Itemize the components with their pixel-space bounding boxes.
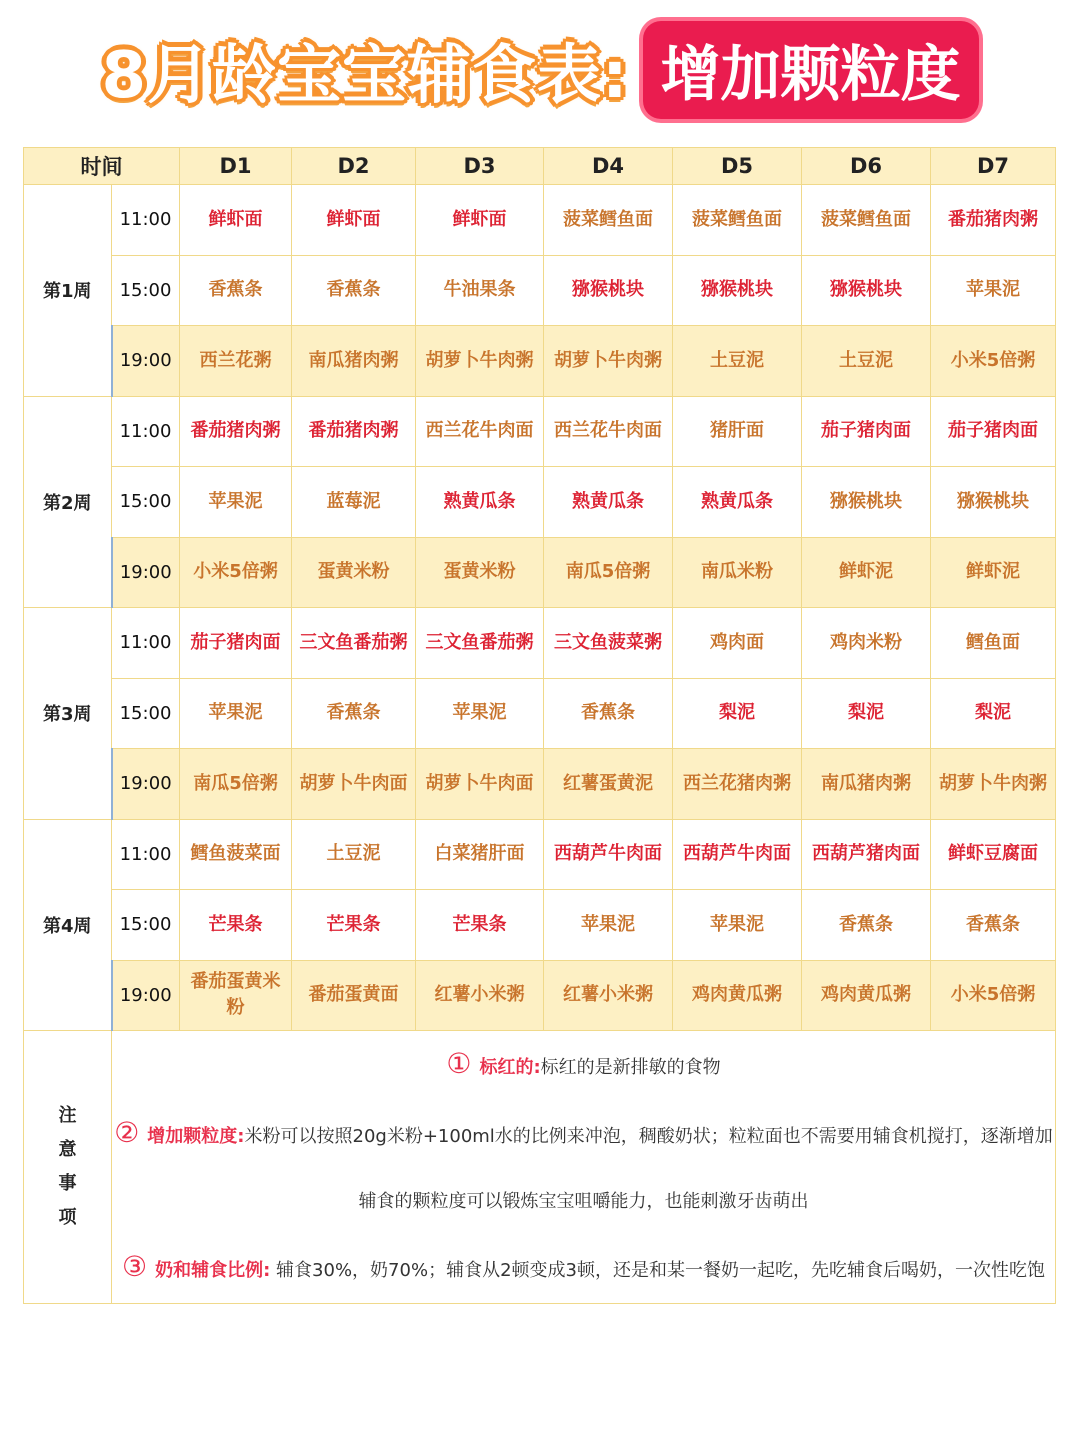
meal-cell: 牛油果条 — [416, 255, 544, 326]
meal-cell: 红薯小米粥 — [416, 960, 544, 1031]
meal-cell: 小米5倍粥 — [931, 326, 1056, 397]
meal-cell: 鸡肉黄瓜粥 — [802, 960, 931, 1031]
time-cell: 19:00 — [112, 326, 180, 397]
meal-cell: 南瓜5倍粥 — [180, 749, 292, 820]
meal-cell: 鸡肉米粉 — [802, 608, 931, 679]
meal-cell: 菠菜鳕鱼面 — [802, 185, 931, 256]
meal-cell: 西葫芦牛肉面 — [673, 819, 802, 890]
meal-cell: 胡萝卜牛肉粥 — [931, 749, 1056, 820]
header-time: 时间 — [24, 148, 180, 185]
table-row — [24, 819, 1056, 890]
notes-body — [112, 1031, 1056, 1304]
time-cell: 19:00 — [112, 960, 180, 1031]
header-day-2: D2 — [292, 148, 416, 185]
meal-cell: 西葫芦猪肉面 — [802, 819, 931, 890]
title-badge: 增加颗粒度 — [643, 21, 979, 119]
meal-cell: 西兰花牛肉面 — [544, 396, 673, 467]
table-row — [24, 960, 1056, 1031]
meal-cell: 蛋黄米粉 — [292, 537, 416, 608]
meal-cell: 茄子猪肉面 — [180, 608, 292, 679]
header-day-6: D6 — [802, 148, 931, 185]
time-cell: 15:00 — [112, 255, 180, 326]
meal-cell: 鳕鱼面 — [931, 608, 1056, 679]
meal-cell: 熟黄瓜条 — [673, 467, 802, 538]
meal-cell: 菠菜鳕鱼面 — [673, 185, 802, 256]
meal-cell: 鲜虾面 — [180, 185, 292, 256]
meal-cell: 苹果泥 — [544, 890, 673, 961]
table-row — [24, 326, 1056, 397]
meal-cell: 芒果条 — [416, 890, 544, 961]
note-number: ① — [446, 1047, 472, 1080]
meal-cell: 红薯蛋黄泥 — [544, 749, 673, 820]
meal-cell: 胡萝卜牛肉粥 — [416, 326, 544, 397]
meal-cell: 苹果泥 — [416, 678, 544, 749]
note-item — [114, 1234, 1053, 1303]
time-cell: 11:00 — [112, 185, 180, 256]
meal-cell: 三文鱼番茄粥 — [416, 608, 544, 679]
table-row — [24, 890, 1056, 961]
note-text: 米粉可以按照20g米粉+100ml水的比例来冲泡，稠酸奶状；粒粒面也不需要用辅食机搅打，逐渐增加辅食的颗粒度可以锻炼宝宝咀嚼能力，也能刺激牙齿萌出 — [244, 1126, 1053, 1212]
meal-cell: 南瓜米粉 — [673, 537, 802, 608]
note-text: 标红的是新排敏的食物 — [540, 1057, 721, 1078]
meal-cell: 番茄猪肉粥 — [292, 396, 416, 467]
time-cell: 11:00 — [112, 396, 180, 467]
meal-cell: 苹果泥 — [673, 890, 802, 961]
meal-cell: 蛋黄米粉 — [416, 537, 544, 608]
meal-cell: 苹果泥 — [180, 678, 292, 749]
meal-cell: 西葫芦牛肉面 — [544, 819, 673, 890]
note-text: 辅食30%，奶70%；辅食从2顿变成3顿，还是和某一餐奶一起吃，先吃辅食后喝奶，一次性吃饱 — [270, 1260, 1045, 1281]
note-title: 奶和辅食比例: — [155, 1260, 271, 1281]
meal-cell: 鲜虾面 — [292, 185, 416, 256]
meal-cell: 菠菜鳕鱼面 — [544, 185, 673, 256]
note-title: 标红的: — [479, 1057, 541, 1078]
week-label: 第1周 — [24, 185, 112, 397]
table-row — [24, 185, 1056, 256]
time-cell: 19:00 — [112, 749, 180, 820]
title-main: 8月龄宝宝辅食表: — [101, 39, 629, 113]
note-item — [114, 1100, 1053, 1234]
meal-cell: 茄子猪肉面 — [931, 396, 1056, 467]
meal-cell: 土豆泥 — [292, 819, 416, 890]
meal-cell: 梨泥 — [673, 678, 802, 749]
table-row — [24, 749, 1056, 820]
meal-cell: 猕猴桃块 — [802, 255, 931, 326]
time-cell: 11:00 — [112, 819, 180, 890]
meal-cell: 番茄猪肉粥 — [180, 396, 292, 467]
meal-cell: 南瓜猪肉粥 — [292, 326, 416, 397]
note-number: ② — [114, 1116, 140, 1149]
meal-cell: 芒果条 — [292, 890, 416, 961]
meal-cell: 熟黄瓜条 — [544, 467, 673, 538]
meal-cell: 胡萝卜牛肉面 — [292, 749, 416, 820]
meal-cell: 鲜虾豆腐面 — [931, 819, 1056, 890]
meal-cell: 香蕉条 — [292, 255, 416, 326]
meal-cell: 三文鱼菠菜粥 — [544, 608, 673, 679]
meal-cell: 胡萝卜牛肉面 — [416, 749, 544, 820]
meal-cell: 梨泥 — [802, 678, 931, 749]
page-title — [0, 0, 1080, 140]
meal-cell: 芒果条 — [180, 890, 292, 961]
header-day-4: D4 — [544, 148, 673, 185]
meal-cell: 猪肝面 — [673, 396, 802, 467]
meal-cell: 梨泥 — [931, 678, 1056, 749]
meal-cell: 猕猴桃块 — [544, 255, 673, 326]
meal-cell: 鲜虾泥 — [802, 537, 931, 608]
meal-cell: 白菜猪肝面 — [416, 819, 544, 890]
week-label: 第4周 — [24, 819, 112, 1031]
notes-label-text: 注意事项 — [58, 1105, 77, 1228]
notes-label — [24, 1031, 112, 1304]
meal-cell: 猕猴桃块 — [931, 467, 1056, 538]
note-title: 增加颗粒度: — [147, 1126, 245, 1147]
meal-cell: 西兰花猪肉粥 — [673, 749, 802, 820]
meal-cell: 南瓜5倍粥 — [544, 537, 673, 608]
meal-cell: 土豆泥 — [673, 326, 802, 397]
meal-cell: 胡萝卜牛肉粥 — [544, 326, 673, 397]
meal-cell: 番茄猪肉粥 — [931, 185, 1056, 256]
meal-cell: 香蕉条 — [180, 255, 292, 326]
meal-cell: 香蕉条 — [802, 890, 931, 961]
meal-cell: 三文鱼番茄粥 — [292, 608, 416, 679]
header-day-3: D3 — [416, 148, 544, 185]
meal-cell: 南瓜猪肉粥 — [802, 749, 931, 820]
note-item — [114, 1031, 1053, 1100]
table-row — [24, 396, 1056, 467]
meal-cell: 熟黄瓜条 — [416, 467, 544, 538]
meal-cell: 蓝莓泥 — [292, 467, 416, 538]
time-cell: 15:00 — [112, 467, 180, 538]
meal-cell: 茄子猪肉面 — [802, 396, 931, 467]
table-row — [24, 537, 1056, 608]
time-cell: 15:00 — [112, 890, 180, 961]
meal-cell: 小米5倍粥 — [931, 960, 1056, 1031]
table-row — [24, 608, 1056, 679]
meal-cell: 香蕉条 — [931, 890, 1056, 961]
meal-plan-table — [23, 147, 1056, 1304]
meal-cell: 苹果泥 — [931, 255, 1056, 326]
table-row — [24, 467, 1056, 538]
time-cell: 15:00 — [112, 678, 180, 749]
meal-cell: 苹果泥 — [180, 467, 292, 538]
meal-cell: 西兰花牛肉面 — [416, 396, 544, 467]
meal-cell: 猕猴桃块 — [802, 467, 931, 538]
meal-cell: 小米5倍粥 — [180, 537, 292, 608]
notes-row — [24, 1031, 1056, 1304]
meal-cell: 鸡肉面 — [673, 608, 802, 679]
meal-cell: 土豆泥 — [802, 326, 931, 397]
table-row — [24, 678, 1056, 749]
meal-cell: 鸡肉黄瓜粥 — [673, 960, 802, 1031]
meal-cell: 番茄蛋黄面 — [292, 960, 416, 1031]
note-number: ③ — [122, 1250, 148, 1283]
meal-cell: 香蕉条 — [292, 678, 416, 749]
header-day-7: D7 — [931, 148, 1056, 185]
header-day-5: D5 — [673, 148, 802, 185]
week-label: 第3周 — [24, 608, 112, 820]
meal-cell: 番茄蛋黄米粉 — [180, 960, 292, 1031]
meal-cell: 西兰花粥 — [180, 326, 292, 397]
meal-cell: 猕猴桃块 — [673, 255, 802, 326]
meal-cell: 香蕉条 — [544, 678, 673, 749]
time-cell: 19:00 — [112, 537, 180, 608]
meal-cell: 鲜虾面 — [416, 185, 544, 256]
meal-cell: 鳕鱼菠菜面 — [180, 819, 292, 890]
table-header-row — [24, 148, 1056, 185]
header-day-1: D1 — [180, 148, 292, 185]
week-label: 第2周 — [24, 396, 112, 608]
meal-cell: 红薯小米粥 — [544, 960, 673, 1031]
time-cell: 11:00 — [112, 608, 180, 679]
table-row — [24, 255, 1056, 326]
meal-cell: 鲜虾泥 — [931, 537, 1056, 608]
